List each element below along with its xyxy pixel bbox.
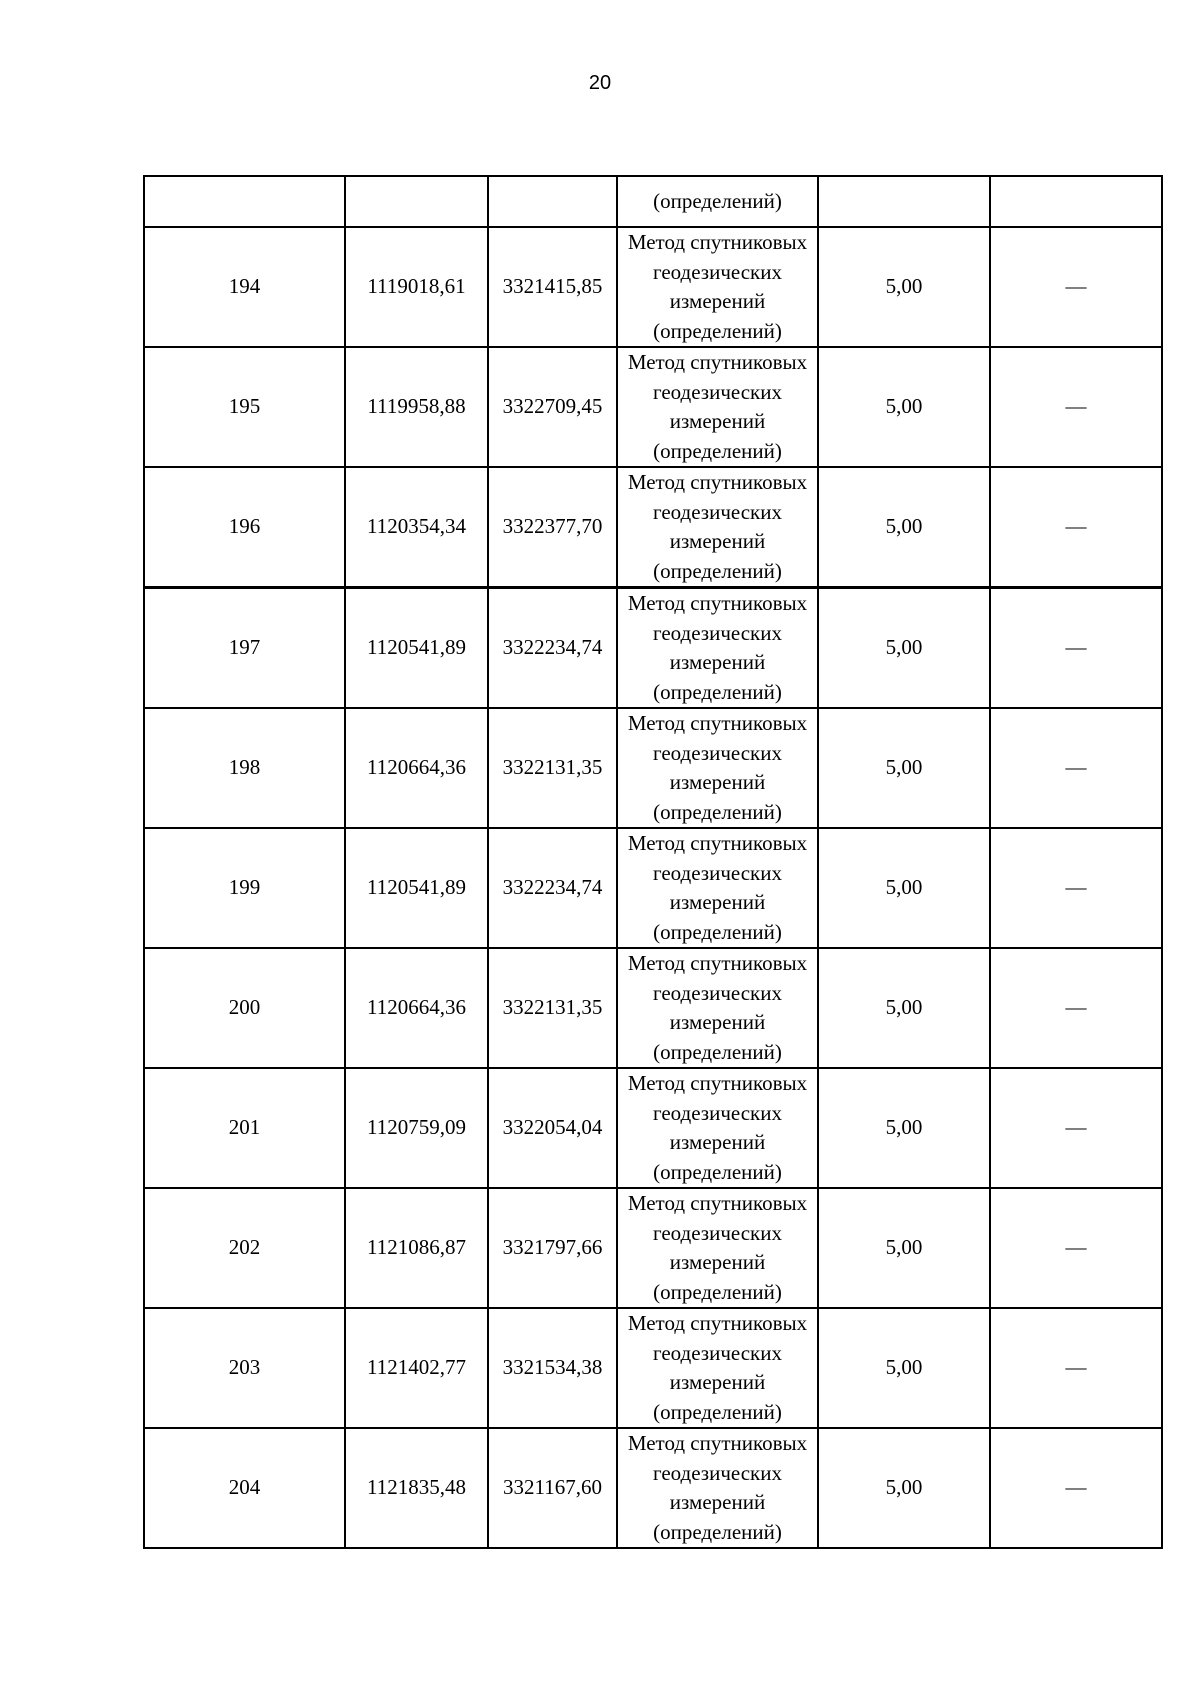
method-line: измерений	[669, 650, 766, 674]
method-line: геодезических	[652, 620, 782, 645]
method-line: измерений	[669, 1490, 766, 1514]
method-line: Метод спутниковых	[627, 951, 808, 975]
cell-accuracy: 5,00	[818, 467, 990, 588]
table-row	[144, 1428, 1162, 1548]
cell-accuracy: 5,00	[818, 1308, 990, 1428]
cell-note: —	[990, 1428, 1162, 1548]
cell-y: 3322377,70	[488, 467, 617, 588]
cell-method	[617, 347, 818, 467]
cell-y: 3322234,74	[488, 828, 617, 948]
cell-method	[617, 708, 818, 828]
method-line: Метод спутниковых	[627, 1311, 808, 1335]
table-row	[144, 227, 1162, 347]
method-line: Метод спутниковых	[627, 470, 808, 494]
cell-accuracy: 5,00	[818, 1428, 990, 1548]
cell-accuracy: 5,00	[818, 948, 990, 1068]
cell-accuracy: 5,00	[818, 227, 990, 347]
cell-accuracy: 5,00	[818, 828, 990, 948]
method-line: измерений	[669, 1010, 766, 1034]
method-line: геодезических	[652, 1100, 782, 1125]
table-row	[144, 347, 1162, 467]
cell-note: —	[990, 467, 1162, 588]
cell-note: —	[990, 1188, 1162, 1308]
cell-x: 1120541,89	[345, 828, 488, 948]
table-row	[144, 588, 1162, 709]
cell-accuracy: 5,00	[818, 588, 990, 709]
method-line: (определений)	[653, 919, 782, 944]
cell-accuracy: 5,00	[818, 1068, 990, 1188]
cell-point: 200	[144, 948, 345, 1068]
table-row	[144, 948, 1162, 1068]
table-row	[144, 1068, 1162, 1188]
cell-accuracy: 5,00	[818, 347, 990, 467]
method-line: Метод спутниковых	[627, 1191, 808, 1215]
cell-method	[617, 227, 818, 347]
cell-point: 199	[144, 828, 345, 948]
cell-y: 3322131,35	[488, 708, 617, 828]
cell-accuracy	[818, 176, 990, 227]
cell-y: 3322054,04	[488, 1068, 617, 1188]
cell-x: 1121086,87	[345, 1188, 488, 1308]
cell-y	[488, 176, 617, 227]
method-line: (определений)	[653, 1039, 782, 1064]
cell-note: —	[990, 588, 1162, 709]
cell-point: 194	[144, 227, 345, 347]
cell-note: —	[990, 1308, 1162, 1428]
cell-y: 3321797,66	[488, 1188, 617, 1308]
method-line: (определений)	[653, 1279, 782, 1304]
cell-method-tail: (определений)	[617, 176, 818, 227]
method-line: Метод спутниковых	[627, 711, 808, 735]
cell-method	[617, 1188, 818, 1308]
method-line: Метод спутниковых	[627, 1071, 808, 1095]
cell-x: 1119958,88	[345, 347, 488, 467]
method-line: геодезических	[652, 259, 782, 284]
cell-method	[617, 948, 818, 1068]
cell-x: 1120664,36	[345, 708, 488, 828]
method-line: измерений	[669, 890, 766, 914]
cell-y: 3321415,85	[488, 227, 617, 347]
table-row	[144, 1188, 1162, 1308]
cell-method	[617, 1068, 818, 1188]
cell-y: 3321167,60	[488, 1428, 617, 1548]
method-line: измерений	[669, 1130, 766, 1154]
method-line: Метод спутниковых	[627, 230, 808, 254]
cell-point: 204	[144, 1428, 345, 1548]
method-line: (определений)	[653, 318, 782, 343]
method-line: измерений	[669, 770, 766, 794]
cell-method	[617, 828, 818, 948]
cell-point: 202	[144, 1188, 345, 1308]
cell-x: 1120759,09	[345, 1068, 488, 1188]
method-line: измерений	[669, 529, 766, 553]
method-line: Метод спутниковых	[627, 591, 808, 615]
table-row	[144, 467, 1162, 588]
table-row	[144, 1308, 1162, 1428]
cell-x: 1119018,61	[345, 227, 488, 347]
method-line: (определений)	[653, 558, 782, 583]
cell-method	[617, 467, 818, 588]
cell-method	[617, 1428, 818, 1548]
method-line: геодезических	[652, 1220, 782, 1245]
cell-y: 3322709,45	[488, 347, 617, 467]
cell-point: 201	[144, 1068, 345, 1188]
cell-y: 3322234,74	[488, 588, 617, 709]
method-line: (определений)	[653, 679, 782, 704]
method-line: геодезических	[652, 1460, 782, 1485]
method-line: измерений	[669, 289, 766, 313]
method-line: (определений)	[653, 1399, 782, 1424]
method-line: измерений	[669, 1250, 766, 1274]
method-line: (определений)	[653, 799, 782, 824]
coordinates-table-body	[144, 176, 1162, 1548]
method-line: геодезических	[652, 499, 782, 524]
method-line: измерений	[669, 409, 766, 433]
cell-note	[990, 176, 1162, 227]
cell-x	[345, 176, 488, 227]
page-number: 20	[588, 72, 612, 94]
cell-point: 203	[144, 1308, 345, 1428]
method-line: Метод спутниковых	[627, 831, 808, 855]
table-row	[144, 708, 1162, 828]
method-line: Метод спутниковых	[627, 350, 808, 374]
cell-x: 1121402,77	[345, 1308, 488, 1428]
cell-point: 195	[144, 347, 345, 467]
cell-x: 1121835,48	[345, 1428, 488, 1548]
cell-y: 3321534,38	[488, 1308, 617, 1428]
cell-x: 1120354,34	[345, 467, 488, 588]
method-line: геодезических	[652, 740, 782, 765]
cell-note: —	[990, 828, 1162, 948]
method-line: измерений	[669, 1370, 766, 1394]
coordinates-table	[143, 175, 1163, 1549]
cell-method	[617, 588, 818, 709]
cell-note: —	[990, 347, 1162, 467]
cell-accuracy: 5,00	[818, 708, 990, 828]
method-line: (определений)	[653, 1519, 782, 1544]
continuation-row	[144, 176, 1162, 227]
cell-method	[617, 1308, 818, 1428]
method-line: геодезических	[652, 980, 782, 1005]
cell-note: —	[990, 948, 1162, 1068]
cell-note: —	[990, 1068, 1162, 1188]
method-line: (определений)	[653, 1159, 782, 1184]
cell-y: 3322131,35	[488, 948, 617, 1068]
cell-x: 1120664,36	[345, 948, 488, 1068]
table-row	[144, 828, 1162, 948]
method-line: (определений)	[653, 438, 782, 463]
method-line: геодезических	[652, 379, 782, 404]
cell-point: 196	[144, 467, 345, 588]
cell-note: —	[990, 708, 1162, 828]
cell-accuracy: 5,00	[818, 1188, 990, 1308]
method-line: геодезических	[652, 1340, 782, 1365]
cell-x: 1120541,89	[345, 588, 488, 709]
method-line: Метод спутниковых	[627, 1431, 808, 1455]
cell-note: —	[990, 227, 1162, 347]
cell-point: 198	[144, 708, 345, 828]
cell-point: 197	[144, 588, 345, 709]
cell-point	[144, 176, 345, 227]
method-line: геодезических	[652, 860, 782, 885]
